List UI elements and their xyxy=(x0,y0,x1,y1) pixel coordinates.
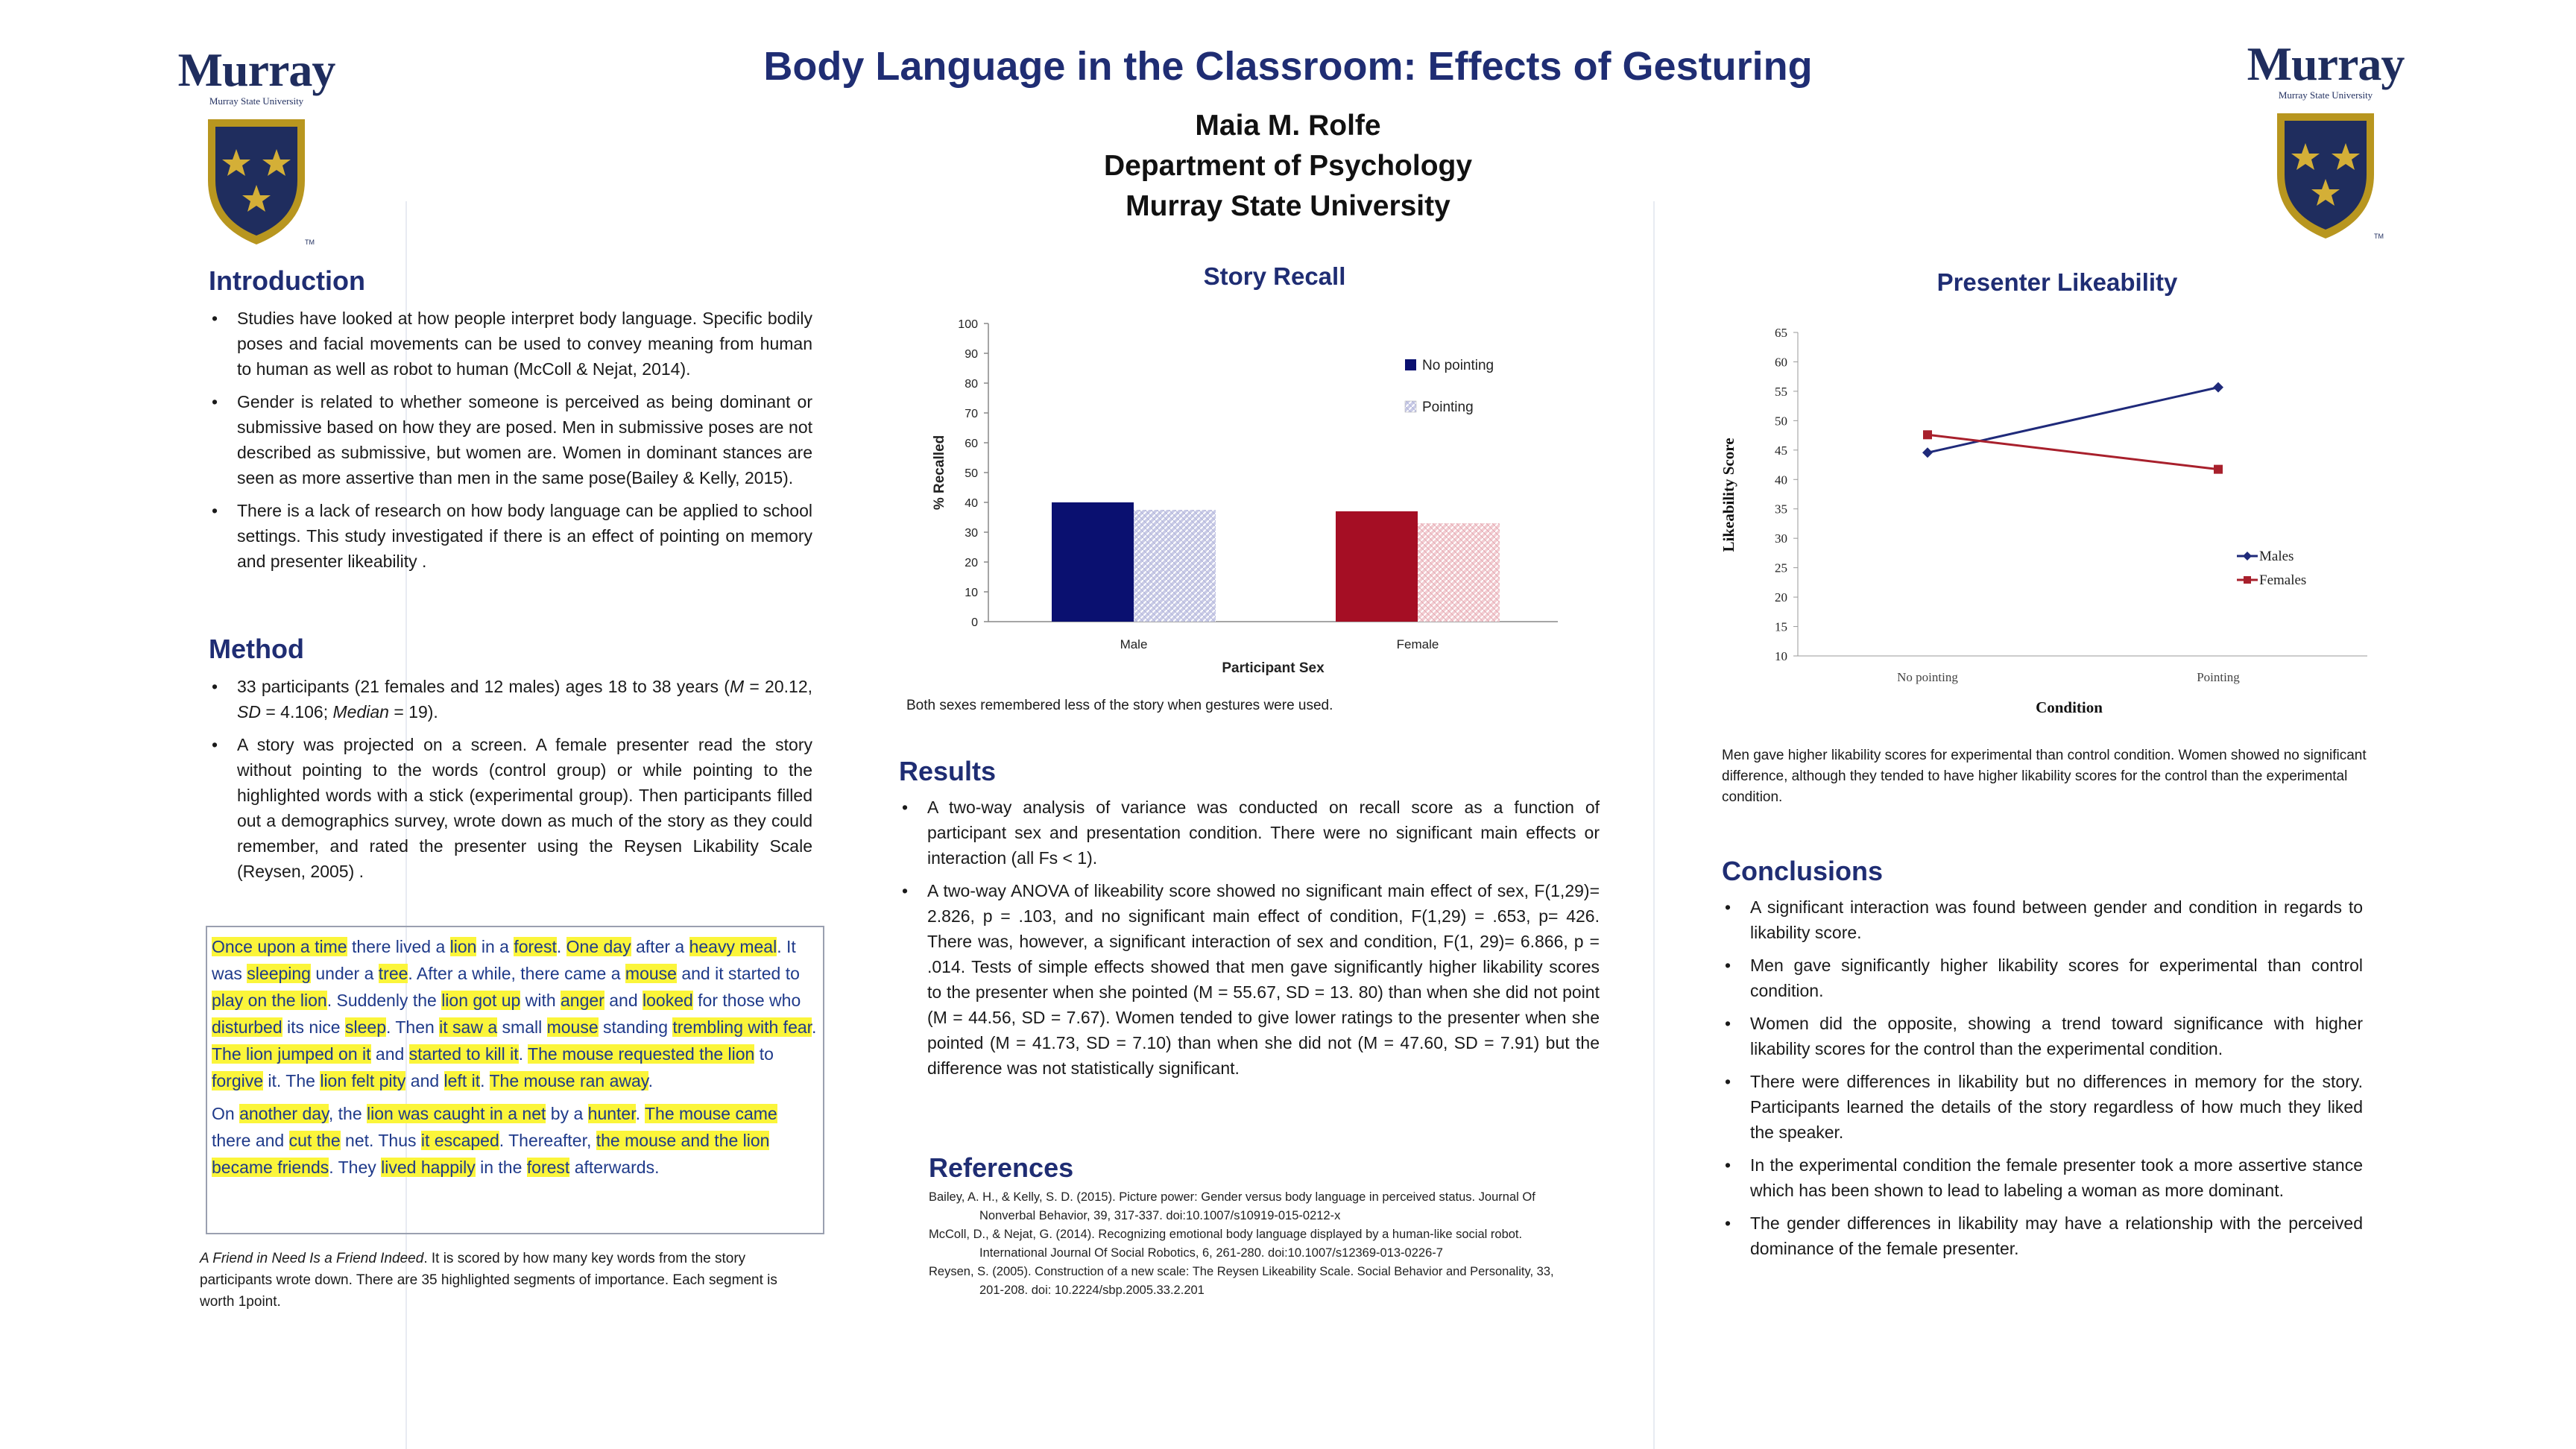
story-text: standing xyxy=(598,1017,673,1037)
tm-mark: TM xyxy=(305,239,315,246)
list-item: • A two-way analysis of variance was conducted on recall score as a function of participant sex and presentation condition. There were no significant main effects or interaction (all Fs < 1). xyxy=(899,795,1600,871)
legend-label: No pointing xyxy=(1422,358,1494,373)
story-text: and xyxy=(370,1044,409,1064)
highlighted-key-phrase: trembling with fear xyxy=(672,1017,812,1037)
x-tick-label: Male xyxy=(1120,637,1148,651)
highlighted-key-phrase: Once upon a time xyxy=(212,937,347,956)
story-text: . xyxy=(556,937,566,956)
story-recall-caption: Both sexes remembered less of the story when gestures were used. xyxy=(906,698,1333,713)
story-text: with xyxy=(520,991,561,1010)
legend-swatch-no-pointing xyxy=(1405,359,1416,370)
y-tick-label: 20 xyxy=(1775,590,1787,605)
murray-logo-right xyxy=(2229,37,2422,242)
references-heading: References xyxy=(929,1152,1074,1183)
list-item: • There is a lack of research on how body language can be applied to school settings. This study investigated if there is an effect of pointing on memory and presenter likeability . xyxy=(209,498,812,574)
results-list xyxy=(899,795,1600,1088)
highlighted-key-phrase: forgive xyxy=(212,1071,264,1090)
story-paragraph xyxy=(212,1100,818,1181)
y-tick-label: 25 xyxy=(1775,561,1787,575)
highlighted-key-phrase: anger xyxy=(561,991,604,1010)
reference-item: Bailey, A. H., & Kelly, S. D. (2015). Picture power: Gender versus body language in perceived status. Journal Of Nonverbal Behavior, 39, 317-337. doi:10.1007/s10919-015-0212-x xyxy=(929,1190,1535,1222)
y-tick-label: 60 xyxy=(1775,355,1787,370)
line-males xyxy=(1928,388,2218,453)
list-item: • Gender is related to whether someone is perceived as being dominant or submissive based on how they are posed. Men in submissive poses are not described as submissive, but women are. Women in dominant stances are seen as more assertive than men in the same pose(Bailey & Kelly, 2015). xyxy=(209,389,812,490)
highlighted-key-phrase: sleeping xyxy=(247,964,311,983)
poster-title: Body Language in the Classroom: Effects of Gesturing xyxy=(763,44,1813,89)
method-heading: Method xyxy=(209,634,304,664)
list-item: • There were differences in likability but no differences in memory for the story. Participants learned the details of the story regardless of how much they liked the speaker. xyxy=(1722,1069,2363,1145)
y-tick-label: 50 xyxy=(1775,414,1787,429)
y-tick-label: 70 xyxy=(965,408,978,420)
highlighted-key-phrase: disturbed xyxy=(212,1017,282,1037)
line-females xyxy=(1928,435,2218,469)
story-text: it. The xyxy=(263,1071,321,1090)
bar-male-no-pointing xyxy=(1052,502,1134,622)
reference-item: Reysen, S. (2005). Construction of a new scale: The Reysen Likeability Scale. Social Behavior and Personality, 33, 201-208. doi: 10.2224/sbp.2005.33.2.201 xyxy=(929,1265,1554,1297)
x-tick-label: Female xyxy=(1396,637,1439,651)
story-text: its nice xyxy=(282,1017,345,1037)
story-text: . xyxy=(635,1104,645,1123)
logo-word: Murray xyxy=(2247,37,2405,90)
story-text: and xyxy=(604,991,643,1010)
x-tick-label: Pointing xyxy=(2197,670,2240,684)
references-list xyxy=(929,1188,1567,1300)
likeability-caption: Men gave higher likability scores for experimental than control condition. Women showed no significant difference, although they tended to have higher likability scores for the control than the experimental condition. xyxy=(1722,748,2367,805)
y-tick-label: 55 xyxy=(1775,384,1787,399)
highlighted-key-phrase: lion got up xyxy=(441,991,521,1010)
y-axis-label: Likeability Score xyxy=(1720,438,1737,552)
y-tick-label: 90 xyxy=(965,348,978,361)
tm-mark: TM xyxy=(2374,233,2384,240)
x-axis-label: Participant Sex xyxy=(1222,660,1325,676)
story-text: afterwards. xyxy=(569,1158,660,1177)
department: Department of Psychology xyxy=(1103,150,1473,182)
highlighted-key-phrase: One day xyxy=(566,937,631,956)
story-text: for those who xyxy=(692,991,801,1010)
point-females xyxy=(2214,465,2223,474)
highlighted-key-phrase: The mouse came xyxy=(645,1104,777,1123)
x-axis-label: Condition xyxy=(2036,698,2103,716)
y-tick-label: 40 xyxy=(965,497,978,510)
story-text: . xyxy=(480,1071,490,1090)
x-tick-label: No pointing xyxy=(1897,670,1958,684)
list-item: • The gender differences in likability may have a relationship with the perceived dominance of the female presenter. xyxy=(1722,1210,2363,1261)
logo-subtitle: Murray State University xyxy=(2278,89,2373,101)
list-item: • Women did the opposite, showing a trend toward significance with higher likability scores for the control than the experimental condition. xyxy=(1722,1011,2363,1061)
story-text: small xyxy=(497,1017,547,1037)
legend-marker-males xyxy=(2243,552,2252,561)
highlighted-key-phrase: The lion jumped on it xyxy=(212,1044,371,1064)
y-tick-label: 50 xyxy=(965,467,978,480)
y-tick-label: 30 xyxy=(1775,531,1787,546)
list-item: • A two-way ANOVA of likeability score showed no significant main effect of sex, F(1,29)= 2.826, p = .103, and no significant main effect of condition, F(1,29) = .653, p= 426. There was, however, a significant interaction of sex and condition, F(1, 29)= 6.866, p = .014. Tests of simple effects showed that men gave significantly higher likability scores to the presenter when she pointed (M = 55.67, SD = 13. 80) than when she did not point (M = 44.56, SD = 7.67). Women tended to give lower ratings to the presenter when she pointed (M = 41.73, SD = 7.10) than when she did not (M = 47.60, SD = 7.91) but the difference was not statistically significant. xyxy=(899,878,1600,1081)
story-text: there lived a xyxy=(347,937,450,956)
bar-female-pointing xyxy=(1418,523,1500,622)
highlighted-key-phrase: The mouse ran away xyxy=(489,1071,648,1090)
legend-label: Pointing xyxy=(1422,400,1474,415)
highlighted-key-phrase: the mouse and the lion became friends xyxy=(212,1131,770,1177)
highlighted-key-phrase: another day xyxy=(239,1104,329,1123)
murray-logo-left xyxy=(160,43,353,247)
highlighted-key-phrase: looked xyxy=(643,991,693,1010)
y-tick-label: 60 xyxy=(965,438,978,450)
story-text: . It was xyxy=(212,937,796,983)
story-text: after a xyxy=(631,937,689,956)
method-list xyxy=(209,674,812,891)
highlighted-key-phrase: heavy meal xyxy=(689,937,777,956)
story-text: . Thereafter, xyxy=(499,1131,596,1150)
introduction-heading: Introduction xyxy=(209,265,365,296)
story-text: and xyxy=(405,1071,444,1090)
y-tick-label: 80 xyxy=(965,378,978,391)
story-text: and it started to xyxy=(676,964,800,983)
story-text: . Suddenly the xyxy=(326,991,442,1010)
story-recall-title: Story Recall xyxy=(1203,262,1346,290)
story-text: net. Thus xyxy=(340,1131,421,1150)
highlighted-key-phrase: started to kill it xyxy=(408,1044,519,1064)
story-recall-chart xyxy=(917,306,1573,693)
highlighted-key-phrase: lion felt pity xyxy=(320,1071,406,1090)
y-tick-label: 65 xyxy=(1775,326,1787,340)
point-males xyxy=(1922,447,1933,458)
highlighted-key-phrase: it saw a xyxy=(439,1017,498,1037)
story-text: by a xyxy=(546,1104,588,1123)
list-item: • Men gave significantly higher likability scores for experimental than control condition. xyxy=(1722,953,2363,1003)
highlighted-key-phrase: tree xyxy=(378,964,408,983)
likeability-title: Presenter Likeability xyxy=(1936,268,2178,296)
y-tick-label: 10 xyxy=(965,587,978,599)
y-tick-label: 0 xyxy=(971,616,978,629)
column-divider xyxy=(1653,201,1655,1449)
y-tick-label: 40 xyxy=(1775,473,1787,487)
story-text: in a xyxy=(476,937,514,956)
story-paragraph xyxy=(212,933,818,1094)
point-males xyxy=(2213,382,2223,393)
list-item: • A story was projected on a screen. A female presenter read the story without pointing to the words (control group) or while pointing to the highlighted words with a stick (experimental group). Then participants filled out a demographics survey, wrote down as much of the story as they could remember, and rated the presenter using the Reysen Likability Scale (Reysen, 2005) . xyxy=(209,732,812,884)
highlighted-key-phrase: cut the xyxy=(288,1131,341,1150)
highlighted-key-phrase: lion xyxy=(449,937,477,956)
highlighted-key-phrase: left it xyxy=(443,1071,481,1090)
likeability-chart xyxy=(1711,316,2397,719)
highlighted-key-phrase: it escaped xyxy=(420,1131,499,1150)
y-tick-label: 30 xyxy=(965,527,978,540)
story-text: to xyxy=(754,1044,774,1064)
highlighted-key-phrase: lion was caught in a net xyxy=(367,1104,546,1123)
highlighted-key-phrase: The mouse requested the lion xyxy=(528,1044,755,1064)
shield-icon xyxy=(201,113,315,247)
university: Murray State University xyxy=(1126,190,1450,222)
highlighted-key-phrase: forest xyxy=(514,937,557,956)
story-box xyxy=(206,926,824,1234)
y-tick-label: 100 xyxy=(958,318,978,331)
point-females xyxy=(1923,430,1932,439)
y-tick-label: 15 xyxy=(1775,619,1787,634)
results-heading: Results xyxy=(899,756,997,786)
story-text: . After a while, there came a xyxy=(408,964,625,983)
legend-label: Males xyxy=(2259,549,2294,564)
y-tick-label: 45 xyxy=(1775,443,1787,458)
story-text: . Then xyxy=(385,1017,440,1037)
highlighted-key-phrase: mouse xyxy=(546,1017,599,1037)
bar-female-no-pointing xyxy=(1336,511,1418,622)
story-text: On xyxy=(212,1104,240,1123)
highlighted-key-phrase: hunter xyxy=(587,1104,636,1123)
story-caption: A Friend in Need Is a Friend Indeed. It is scored by how many key words from the story participants wrote down. There are 35 highlighted segments of importance. Each segment is worth 1point. xyxy=(200,1251,777,1310)
y-tick-label: 35 xyxy=(1775,502,1787,517)
highlighted-key-phrase: sleep xyxy=(345,1017,386,1037)
legend-label: Females xyxy=(2259,572,2307,588)
story-text: . xyxy=(518,1044,528,1064)
list-item: • Studies have looked at how people interpret body language. Specific bodily poses and facial movements can be used to convey meaning from human to human as well as robot to human (McColl & Nejat, 2014). xyxy=(209,306,812,382)
legend-marker-females xyxy=(2244,576,2251,584)
story-text: . xyxy=(812,1017,817,1037)
list-item: • 33 participants (21 females and 12 males) ages 18 to 38 years (M = 20.12, SD = 4.106; Median = 19). xyxy=(209,674,812,724)
highlighted-key-phrase: mouse xyxy=(625,964,677,983)
story-text: there and xyxy=(212,1131,289,1150)
y-axis-label: % Recalled xyxy=(932,435,947,511)
story-text: . They xyxy=(329,1158,382,1177)
introduction-list xyxy=(209,306,812,581)
list-item: • In the experimental condition the female presenter took a more assertive stance which has been shown to lead to labeling a woman as more dominant. xyxy=(1722,1152,2363,1203)
shield-icon xyxy=(2270,107,2384,242)
list-item: • A significant interaction was found between gender and condition in regards to likability score. xyxy=(1722,894,2363,945)
y-tick-label: 20 xyxy=(965,557,978,569)
conclusions-list xyxy=(1722,894,2363,1269)
story-text: in the xyxy=(475,1158,527,1177)
conclusions-heading: Conclusions xyxy=(1722,856,1884,886)
story-text: , the xyxy=(328,1104,367,1123)
author-name: Maia M. Rolfe xyxy=(1195,110,1381,142)
y-tick-label: 10 xyxy=(1775,649,1787,663)
highlighted-key-phrase: play on the lion xyxy=(212,991,327,1010)
highlighted-key-phrase: forest xyxy=(526,1158,570,1177)
reference-item: McColl, D., & Nejat, G. (2014). Recognizing emotional body language displayed by a human-like social robot. International Journal Of Social Robotics, 6, 261-280. doi:10.1007/s12369-013-0226-7 xyxy=(929,1228,1523,1260)
logo-subtitle: Murray State University xyxy=(209,95,304,107)
story-text: . xyxy=(648,1071,653,1090)
story-text: under a xyxy=(310,964,379,983)
author-block xyxy=(0,106,2576,227)
logo-word: Murray xyxy=(177,43,335,96)
highlighted-key-phrase: lived happily xyxy=(381,1158,476,1177)
bar-male-pointing xyxy=(1134,510,1216,622)
legend-swatch-pointing xyxy=(1405,401,1416,412)
